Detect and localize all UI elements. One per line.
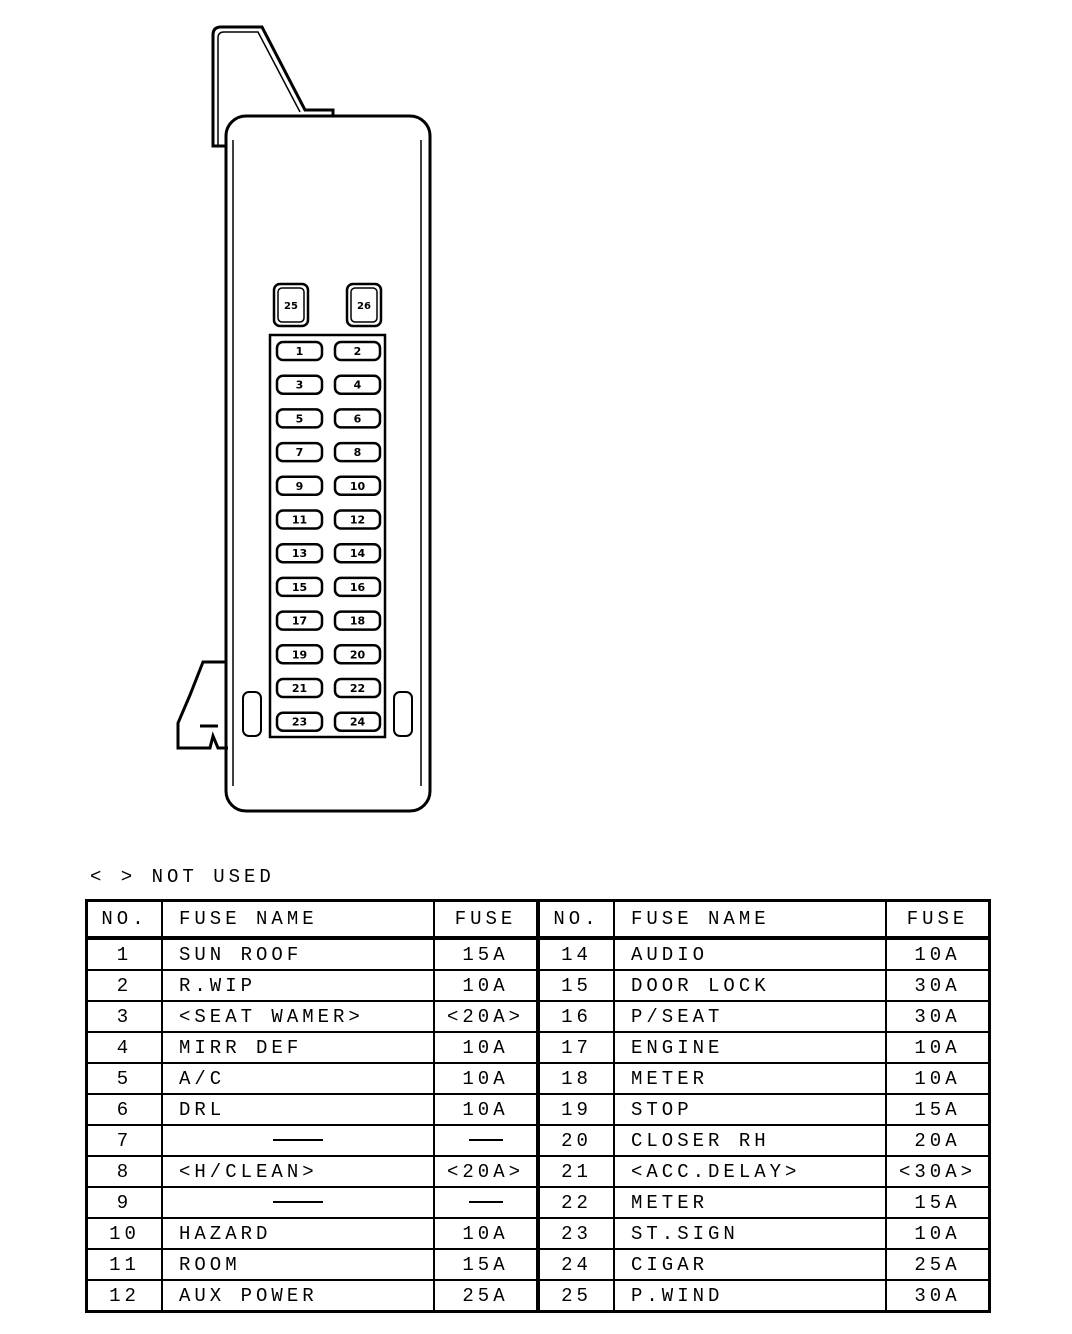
table-row bbox=[87, 1063, 990, 1094]
cell-fuse-left: 10A bbox=[434, 1218, 538, 1249]
not-assigned-dash bbox=[273, 1139, 323, 1141]
table-row bbox=[87, 1249, 990, 1280]
cell-fuse-name-left: ROOM bbox=[162, 1249, 434, 1280]
fuse-2-label: 2 bbox=[353, 345, 362, 358]
fuse-18-label: 18 bbox=[349, 614, 366, 628]
cell-fuse-left: 25A bbox=[434, 1280, 538, 1312]
cell-fuse-name-left: DRL bbox=[162, 1094, 434, 1125]
table-row bbox=[87, 970, 990, 1001]
cell-no-left: 2 bbox=[87, 970, 163, 1001]
fuse-21-label: 21 bbox=[291, 682, 308, 695]
table-row bbox=[87, 1094, 990, 1125]
cell-fuse-name-left: HAZARD bbox=[162, 1218, 434, 1249]
cell-fuse-name-left: SUN ROOF bbox=[162, 938, 434, 970]
cell-fuse-right: 30A bbox=[886, 970, 990, 1001]
cell-no-right: 15 bbox=[538, 970, 614, 1001]
cell-no-right: 18 bbox=[538, 1063, 614, 1094]
cell-no-left: 5 bbox=[87, 1063, 163, 1094]
cell-fuse-right: 10A bbox=[886, 938, 990, 970]
cell-no-right: 25 bbox=[538, 1280, 614, 1312]
cell-no-left: 6 bbox=[87, 1094, 163, 1125]
cell-fuse-name-right: STOP bbox=[614, 1094, 886, 1125]
cell-fuse-left: <20A> bbox=[434, 1156, 538, 1187]
fuse-4-label: 4 bbox=[353, 378, 362, 392]
cell-fuse-right: 10A bbox=[886, 1063, 990, 1094]
cell-fuse-name-right: P.WIND bbox=[614, 1280, 886, 1312]
header-no-right: NO. bbox=[538, 901, 614, 939]
cell-no-left: 4 bbox=[87, 1032, 163, 1063]
fuse-box-clip bbox=[178, 662, 228, 748]
cell-fuse-name-left: MIRR DEF bbox=[162, 1032, 434, 1063]
header-no-left: NO. bbox=[87, 901, 163, 939]
fuse-24-label: 24 bbox=[349, 715, 366, 729]
cell-fuse-right: 15A bbox=[886, 1187, 990, 1218]
cell-no-right: 14 bbox=[538, 938, 614, 970]
cell-fuse-left: 10A bbox=[434, 1063, 538, 1094]
cell-no-right: 22 bbox=[538, 1187, 614, 1218]
fuse-11-label: 11 bbox=[291, 513, 308, 527]
cell-fuse-left: 15A bbox=[434, 938, 538, 970]
fuse-14-label: 14 bbox=[349, 547, 366, 561]
cell-no-left: 12 bbox=[87, 1280, 163, 1312]
cell-no-right: 20 bbox=[538, 1125, 614, 1156]
cell-fuse-name-right: <ACC.DELAY> bbox=[614, 1156, 886, 1187]
cell-fuse-name-right: CLOSER RH bbox=[614, 1125, 886, 1156]
cell-fuse-right: 15A bbox=[886, 1094, 990, 1125]
cell-fuse-left bbox=[434, 1125, 538, 1156]
cell-fuse-name-right: METER bbox=[614, 1187, 886, 1218]
cell-fuse-left bbox=[434, 1187, 538, 1218]
cell-fuse-name-right: ST.SIGN bbox=[614, 1218, 886, 1249]
cell-fuse-name-left: A/C bbox=[162, 1063, 434, 1094]
table-row bbox=[87, 938, 990, 970]
not-assigned-dash bbox=[273, 1201, 323, 1203]
header-fuse-name-right: FUSE NAME bbox=[614, 901, 886, 939]
cell-fuse-name-left: R.WIP bbox=[162, 970, 434, 1001]
cell-fuse-right: 10A bbox=[886, 1218, 990, 1249]
table-row bbox=[87, 1125, 990, 1156]
fuse-25-label: 25 bbox=[284, 301, 298, 312]
fuse-12-label: 12 bbox=[349, 513, 366, 527]
fuse-10-label: 10 bbox=[349, 479, 366, 493]
fuse-13-label: 13 bbox=[291, 547, 308, 561]
fuse-26-label: 26 bbox=[357, 301, 371, 312]
cell-no-right: 19 bbox=[538, 1094, 614, 1125]
cell-no-right: 16 bbox=[538, 1001, 614, 1032]
cell-fuse-name-right: CIGAR bbox=[614, 1249, 886, 1280]
cell-fuse-name-right: DOOR LOCK bbox=[614, 970, 886, 1001]
fuse-16-label: 16 bbox=[349, 580, 366, 594]
fuse-8-label: 8 bbox=[353, 446, 362, 460]
header-fuse-left: FUSE bbox=[434, 901, 538, 939]
cell-fuse-left: <20A> bbox=[434, 1001, 538, 1032]
cell-no-right: 23 bbox=[538, 1218, 614, 1249]
header-fuse-name-left: FUSE NAME bbox=[162, 901, 434, 939]
cell-fuse-name-left: AUX POWER bbox=[162, 1280, 434, 1312]
cell-no-left: 9 bbox=[87, 1187, 163, 1218]
cell-fuse-name-left bbox=[162, 1125, 434, 1156]
not-assigned-dash bbox=[469, 1201, 503, 1203]
cell-fuse-left: 10A bbox=[434, 970, 538, 1001]
table-row bbox=[87, 1218, 990, 1249]
fuse-6-label: 6 bbox=[353, 412, 362, 426]
cell-fuse-name-right: METER bbox=[614, 1063, 886, 1094]
not-assigned-dash bbox=[469, 1139, 503, 1141]
cell-fuse-right: <30A> bbox=[886, 1156, 990, 1187]
table-row bbox=[87, 1187, 990, 1218]
cell-no-left: 10 bbox=[87, 1218, 163, 1249]
table-row bbox=[87, 1156, 990, 1187]
cell-fuse-right: 30A bbox=[886, 1001, 990, 1032]
cell-no-left: 8 bbox=[87, 1156, 163, 1187]
table-header-row bbox=[87, 901, 990, 939]
cell-fuse-right: 10A bbox=[886, 1032, 990, 1063]
fuse-19-label: 19 bbox=[291, 648, 308, 662]
fuse-5-label: 5 bbox=[295, 412, 304, 426]
cell-fuse-name-left bbox=[162, 1187, 434, 1218]
fuse-17-label: 17 bbox=[291, 614, 308, 628]
fuse-1-label: 1 bbox=[295, 345, 304, 358]
cell-fuse-name-left: <H/CLEAN> bbox=[162, 1156, 434, 1187]
fuse-22-label: 22 bbox=[349, 682, 366, 695]
cell-fuse-left: 10A bbox=[434, 1094, 538, 1125]
header-fuse-right: FUSE bbox=[886, 901, 990, 939]
cell-fuse-left: 15A bbox=[434, 1249, 538, 1280]
fuse-23-label: 23 bbox=[291, 715, 308, 729]
fuse-3-label: 3 bbox=[295, 378, 304, 392]
fuse-9-label: 9 bbox=[295, 479, 304, 493]
fuse-15-label: 15 bbox=[291, 580, 308, 594]
cell-fuse-name-right: AUDIO bbox=[614, 938, 886, 970]
table-row bbox=[87, 1280, 990, 1312]
not-used-legend: < > NOT USED bbox=[90, 866, 275, 888]
cell-fuse-name-right: P/SEAT bbox=[614, 1001, 886, 1032]
cell-no-left: 7 bbox=[87, 1125, 163, 1156]
cell-no-left: 11 bbox=[87, 1249, 163, 1280]
cell-no-left: 1 bbox=[87, 938, 163, 970]
fuse-box-body bbox=[226, 116, 430, 811]
table-row bbox=[87, 1032, 990, 1063]
fuse-table bbox=[85, 899, 991, 1313]
cell-no-right: 21 bbox=[538, 1156, 614, 1187]
cell-no-right: 17 bbox=[538, 1032, 614, 1063]
fuse-7-label: 7 bbox=[295, 446, 304, 460]
cell-fuse-right: 30A bbox=[886, 1280, 990, 1312]
cell-fuse-right: 25A bbox=[886, 1249, 990, 1280]
cell-fuse-left: 10A bbox=[434, 1032, 538, 1063]
table-row bbox=[87, 1001, 990, 1032]
cell-fuse-name-right: ENGINE bbox=[614, 1032, 886, 1063]
fuse-20-label: 20 bbox=[349, 648, 366, 662]
cell-fuse-right: 20A bbox=[886, 1125, 990, 1156]
cell-no-right: 24 bbox=[538, 1249, 614, 1280]
cell-fuse-name-left: <SEAT WAMER> bbox=[162, 1001, 434, 1032]
cell-no-left: 3 bbox=[87, 1001, 163, 1032]
